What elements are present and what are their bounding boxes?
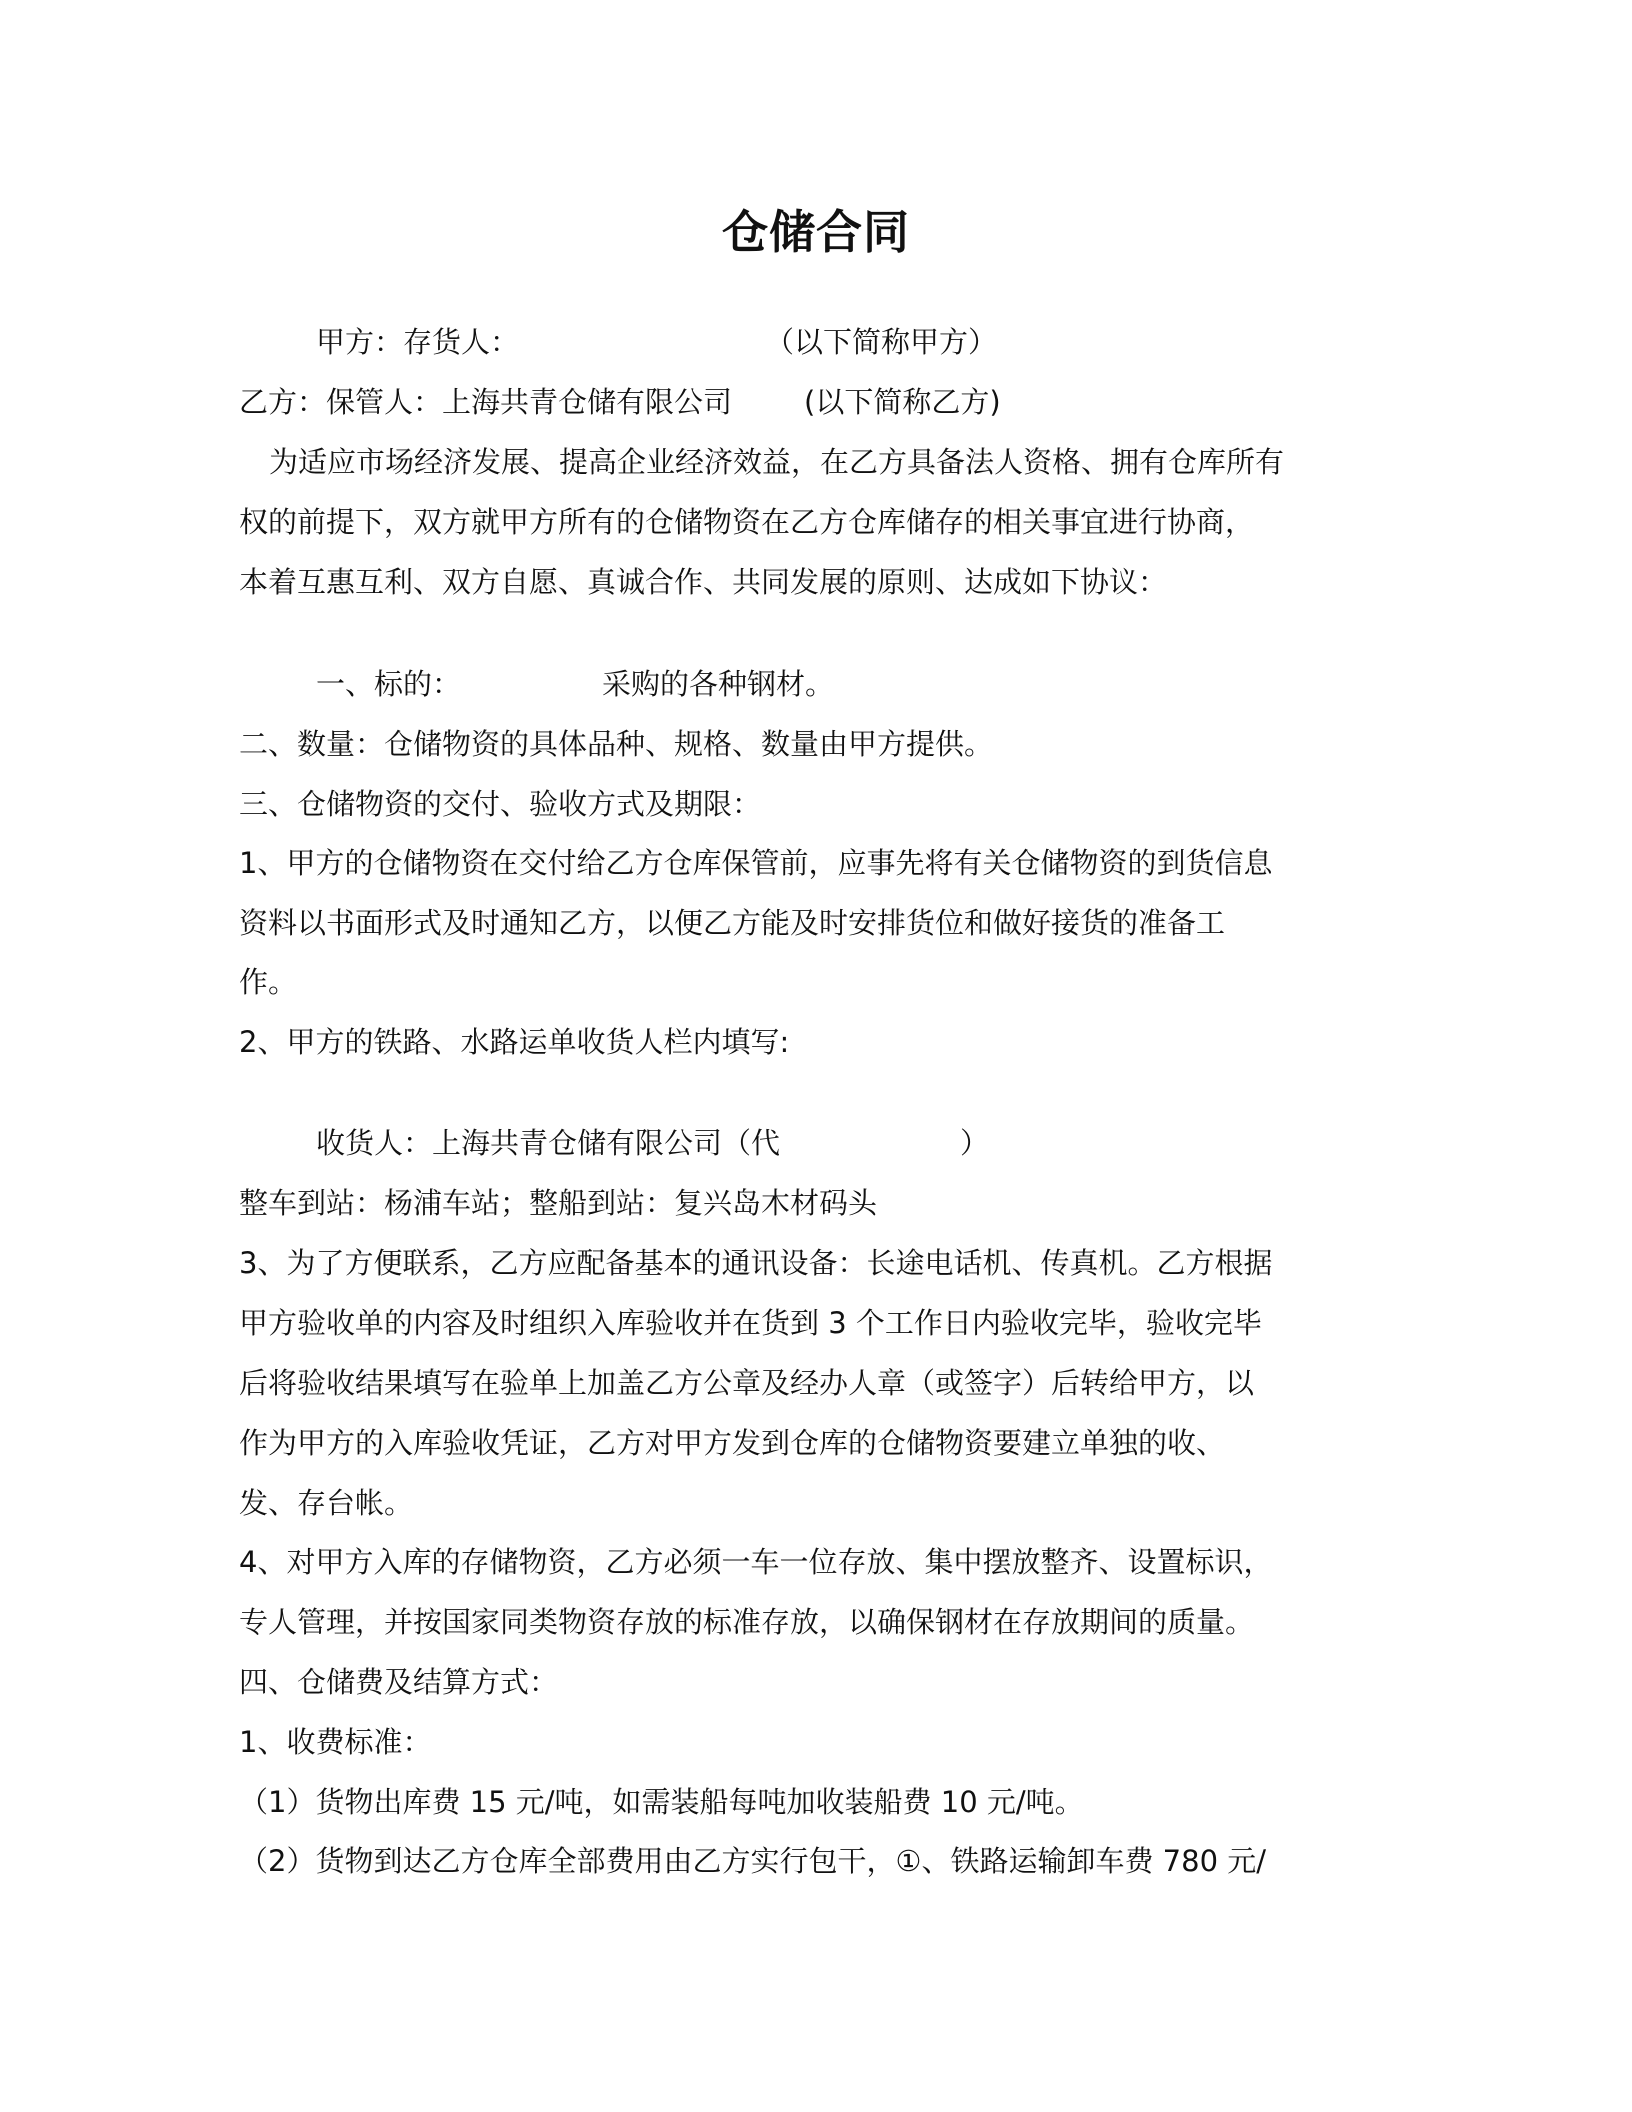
consignee-line <box>316 1125 989 1161</box>
section-1-value: 采购的各种钢材。 <box>602 667 835 701</box>
party-a-label: 甲方：存货人： <box>316 325 520 359</box>
fee-item-1: （1）货物出库费 15 元/吨，如需装船每吨加收装船费 10 元/吨。 <box>239 1785 1084 1819</box>
clause-4-1-line: 1、收费标准： <box>239 1725 432 1759</box>
clause-3-4-line-1: 4、对甲方入库的存储物资，乙方必须一车一位存放、集中摆放整齐、设置标识， <box>239 1545 1273 1579</box>
fee-item-2: （2）货物到达乙方仓库全部费用由乙方实行包干，①、铁路运输卸车费 780 元/ <box>239 1844 1267 1878</box>
clause-3-3-line-4: 作为甲方的入库验收凭证，乙方对甲方发到仓库的仓储物资要建立单独的收、 <box>239 1426 1226 1460</box>
party-a-alias: （以下简称甲方） <box>765 325 998 359</box>
party-a-line <box>316 324 997 360</box>
preamble-line-3: 本着互惠互利、双方自愿、真诚合作、共同发展的原则、达成如下协议： <box>239 565 1168 599</box>
section-3-title: 三、仓储物资的交付、验收方式及期限： <box>239 787 762 821</box>
clause-3-3-line-2: 甲方验收单的内容及时组织入库验收并在货到 3 个工作日内验收完毕，验收完毕 <box>239 1306 1262 1340</box>
preamble-line-2: 权的前提下，双方就甲方所有的仓储物资在乙方仓库储存的相关事宜进行协商， <box>239 505 1255 539</box>
consignee-label: 收货人：上海共青仓储有限公司（代 <box>316 1126 781 1160</box>
document-title: 仓储合同 <box>722 205 910 259</box>
section-4-title: 四、仓储费及结算方式： <box>239 1665 559 1699</box>
section-2-line: 二、数量：仓储物资的具体品种、规格、数量由甲方提供。 <box>239 727 994 761</box>
clause-3-1-line-2: 资料以书面形式及时通知乙方，以便乙方能及时安排货位和做好接货的准备工 <box>239 906 1226 940</box>
clause-3-4-line-2: 专人管理，并按国家同类物资存放的标准存放，以确保钢材在存放期间的质量。 <box>239 1605 1255 1639</box>
preamble-line-1: 为适应市场经济发展、提高企业经济效益，在乙方具备法人资格、拥有仓库所有 <box>269 445 1285 479</box>
party-b-label: 乙方：保管人：上海共青仓储有限公司 <box>239 385 733 419</box>
section-1-label: 一、标的： <box>316 667 462 701</box>
section-1-line <box>316 666 834 702</box>
party-b-line <box>239 384 1001 420</box>
clause-3-2-line: 2、甲方的铁路、水路运单收货人栏内填写: <box>239 1025 790 1059</box>
clause-3-1-line-3: 作。 <box>239 965 298 999</box>
clause-3-3-line-1: 3、为了方便联系，乙方应配备基本的通讯设备：长途电话机、传真机。乙方根据 <box>239 1246 1273 1280</box>
clause-3-1-line-1: 1、甲方的仓储物资在交付给乙方仓库保管前，应事先将有关仓储物资的到货信息 <box>239 846 1273 880</box>
consignee-close: ） <box>960 1126 990 1160</box>
clause-3-3-line-3: 后将验收结果填写在验单上加盖乙方公章及经办人章（或签字）后转给甲方，以 <box>239 1366 1255 1400</box>
party-b-alias: (以下简称乙方) <box>804 385 1001 419</box>
clause-3-3-line-5: 发、存台帐。 <box>239 1486 414 1520</box>
station-line: 整车到站：杨浦车站；整船到站：复兴岛木材码头 <box>239 1186 878 1220</box>
